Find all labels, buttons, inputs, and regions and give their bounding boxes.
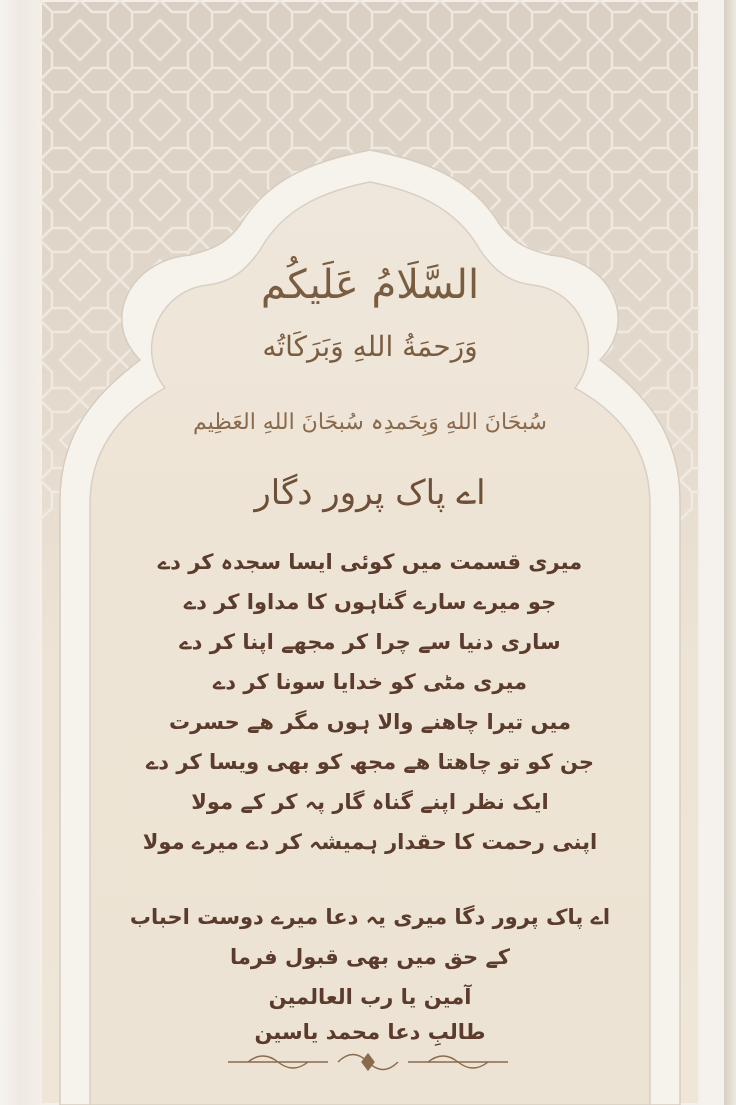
poem-line-4: میری مٹی کو خدایا سونا کر دے <box>212 670 528 694</box>
salam-heading: السَّلَامُ عَلَيكُم <box>260 262 480 308</box>
poem-line-5: میں تیرا چاھنے والا ہوں مگر ھے حسرت <box>169 710 571 734</box>
dua-title: اے پاک پرور دگار <box>254 473 486 513</box>
poem-line-2: جو میرے سارے گناہوں کا مداوا کر دے <box>183 590 557 614</box>
poem-line-3: ساری دنیا سے چرا کر مجھے اپنا کر دے <box>179 630 561 654</box>
ornament-divider-icon <box>228 1052 508 1072</box>
poem-line-7: ایک نظر اپنے گناہ گار پہ کر کے مولا <box>191 790 549 814</box>
poem-line-6: جن کو تو چاھتا ھے مجھ کو بھی ویسا کر دے <box>145 750 594 774</box>
tasbih-line: سُبحَانَ اللهِ وَبِحَمدِہ سُبحَانَ اللهِ العَظِیم <box>193 410 547 435</box>
closing-line-1: اے پاک پرور دگا میری یہ دعا میرے دوست احباب <box>129 905 611 929</box>
poem-line-8: اپنی رحمت کا حقدار ہمیشہ کر دے میرے مولا <box>142 830 598 854</box>
closing-line-3: آمین یا رب العالمین <box>268 985 472 1009</box>
right-edge-strip <box>724 0 736 1105</box>
closing-line-2: کے حق میں بھی قبول فرما <box>229 945 510 969</box>
poem-line-1: میری قسمت میں کوئی ایسا سجدہ کر دے <box>157 550 583 574</box>
closing-line-4: طالبِ دعا محمد یاسین <box>254 1020 486 1044</box>
rahmat-heading: وَرَحمَةُ اللهِ وَبَرَكَاتُه <box>262 330 478 363</box>
